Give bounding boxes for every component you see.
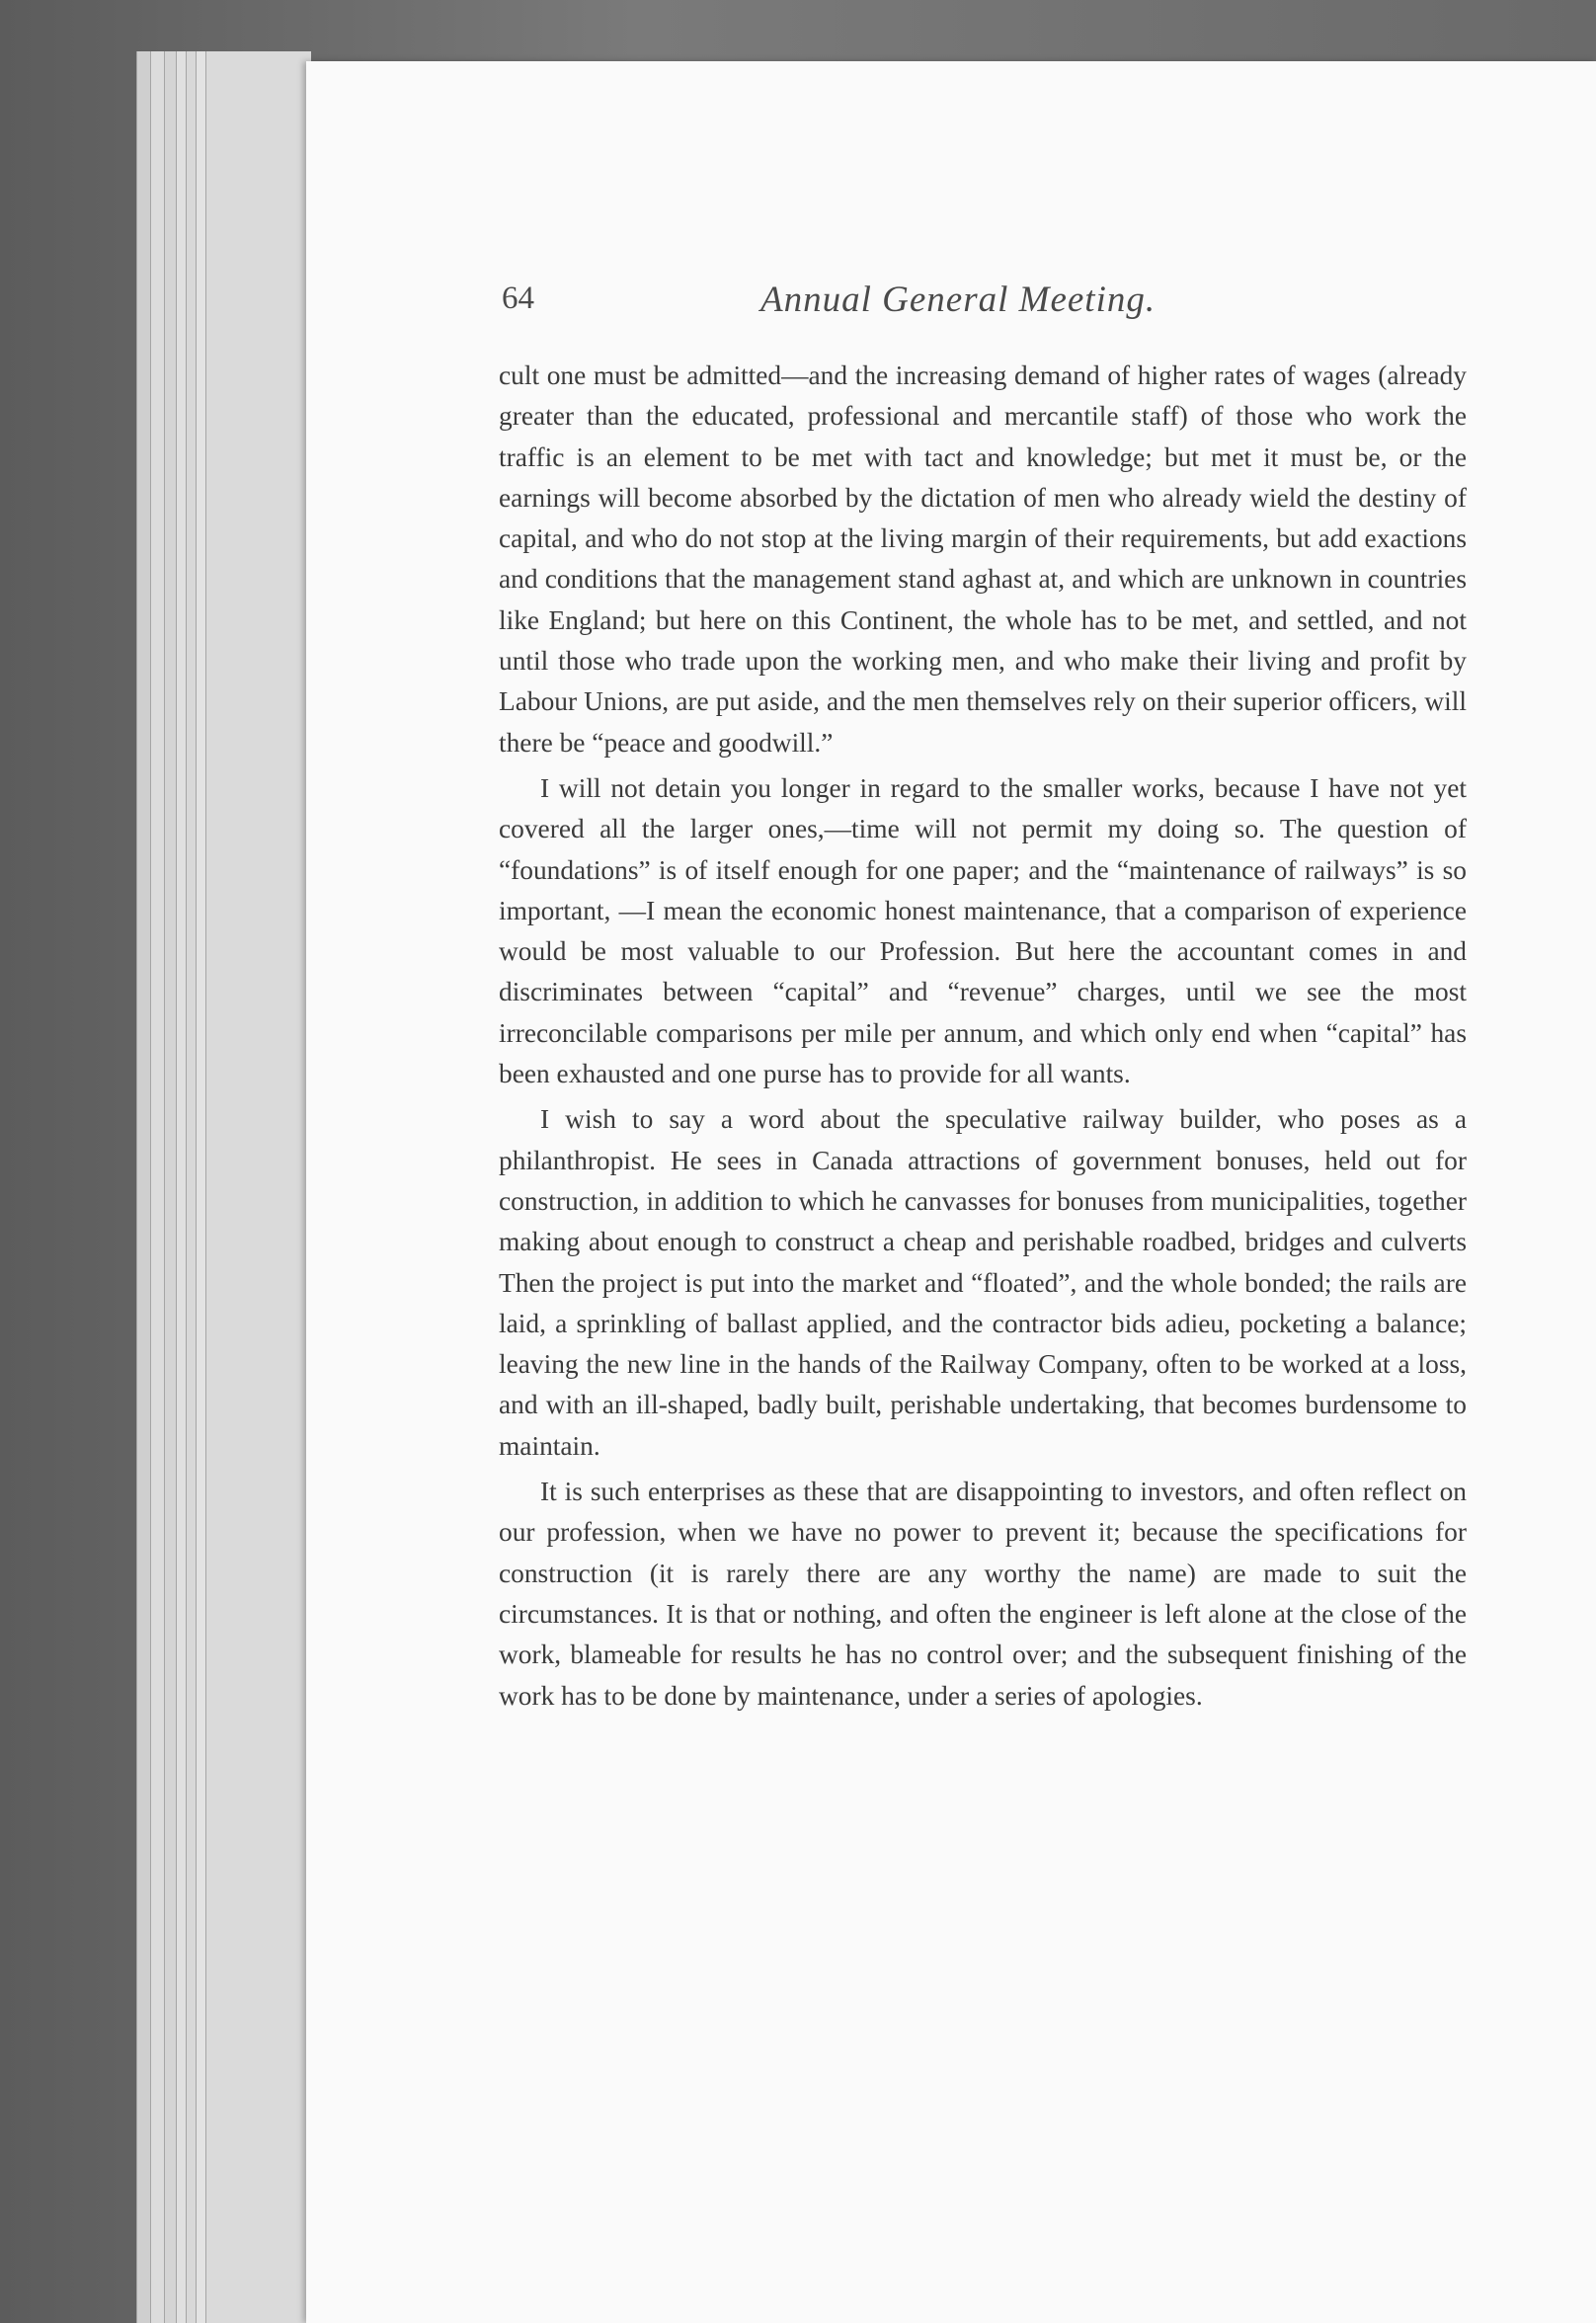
paragraph-1: cult one must be admitted—and the increasing demand of higher rates of wages (already greater than the educated, professional and mercantile staff) of those who work the traffic is an element to be met with tact and knowledge; but met it must be, or the earnings will become absorbed by the dictation of men who already wield the destiny of capital, and who do not stop at the living margin of their requirements, but add exactions and conditions that the management stand aghast at, and which are unknown in countries like England; but here on this Continent, the whole has to be met, and settled, and not until those who trade upon the working men, and who make their living and profit by Labour Unions, are put aside, and the men themselves rely on their superior officers, will there be “peace and goodwill.”: [499, 360, 1467, 758]
page-number: 64: [502, 280, 534, 316]
paragraph-2: I will not detain you longer in regard to the smaller works, because I have not yet covered all the larger ones,—time will not permit my doing so. The question of “foundations” is of itself enough for one paper; and the “maintenance of railways” is so important, —I mean the economic honest maintenance, that a comparison of experience would be most valuable to our Profession. But here the accountant comes in and discriminates between “capital” and “revenue” charges, until we see the most irreconcilable comparisons per mile per annum, and which only end when “capital” has been exhausted and one purse has to provide for all wants.: [499, 772, 1467, 1089]
paragraph-3: I wish to say a word about the speculative railway builder, who poses as a philanthropist. He sees in Canada attractions of government bonuses, held out for construction, in addition to which he canvasses for bonuses from municipalities, together making about enough to construct a cheap and perishable roadbed, bridges and culverts Then the project is put into the market and “floated”, and the whole bonded; the rails are laid, a sprinkling of ballast applied, and the contractor bids adieu, pocketing a balance; leaving the new line in the hands of the Railway Company, often to be worked at a loss, and with an ill-shaped, badly built, perishable undertaking, that becomes burdensome to maintain.: [499, 1104, 1467, 1461]
paragraph-4: It is such enterprises as these that are disappointing to investors, and often reflect on our profession, when we have no power to prevent it; because the specifications for construction (it is rarely there are any worthy the name) are made to suit the circumstances. It is that or nothing, and often the engineer is left alone at the close of the work, blameable for results he has no control over; and the subsequent finishing of the work has to be done by maintenance, under a series of apologies.: [499, 1477, 1467, 1711]
book-page-edges: [136, 51, 314, 2323]
running-title: Annual General Meeting.: [760, 280, 1157, 320]
running-head: [494, 209, 1467, 320]
body-text: [499, 356, 1467, 1717]
page-content: [494, 209, 1467, 1711]
book-page: [306, 61, 1596, 2323]
